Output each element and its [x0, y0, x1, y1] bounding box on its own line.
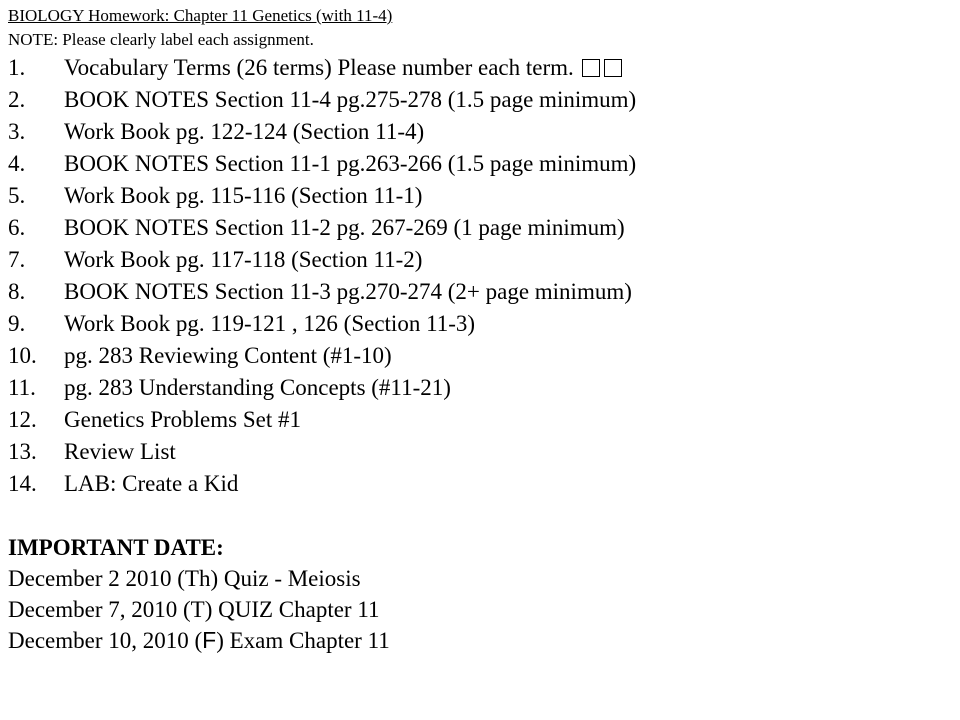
list-item — [8, 180, 948, 212]
homework-page — [8, 4, 948, 656]
important-heading: IMPORTANT DATE: — [8, 535, 224, 560]
checkbox-group — [578, 52, 622, 84]
list-item — [8, 212, 948, 244]
item-number: 10. — [8, 343, 37, 368]
item-number: 12. — [8, 407, 37, 432]
spacer — [8, 500, 948, 532]
list-item — [8, 244, 948, 276]
item-text: Work Book pg. 119-121 , 126 (Section 11-3) — [64, 311, 476, 336]
list-item — [8, 148, 948, 180]
list-item — [8, 340, 948, 372]
page-title: BIOLOGY Homework: Chapter 11 Genetics (with 11-4) — [8, 6, 393, 25]
list-item — [8, 436, 948, 468]
item-text: BOOK NOTES Section 11-2 pg. 267-269 (1 page minimum) — [64, 215, 625, 240]
item-text: LAB: Create a Kid — [64, 471, 239, 496]
date-line-exam — [8, 625, 948, 656]
item-text: BOOK NOTES Section 11-4 pg.275-278 (1.5 page minimum) — [64, 87, 637, 112]
item-number: 4. — [8, 151, 26, 176]
list-item — [8, 52, 948, 84]
list-item — [8, 116, 948, 148]
item-number: 7. — [8, 247, 26, 272]
item-number: 13. — [8, 439, 37, 464]
date-text-after: ) Exam Chapter 11 — [216, 628, 390, 653]
item-number: 3. — [8, 119, 26, 144]
list-item — [8, 468, 948, 500]
item-text: Vocabulary Terms (26 terms) Please number each term. — [64, 55, 574, 80]
date-line: December 7, 2010 (T) QUIZ Chapter 11 — [8, 597, 380, 622]
list-item — [8, 404, 948, 436]
item-text: Review List — [64, 439, 176, 464]
item-number: 1. — [8, 55, 26, 80]
note-line: NOTE: Please clearly label each assignment. — [8, 30, 314, 49]
item-number: 5. — [8, 183, 26, 208]
list-item — [8, 276, 948, 308]
item-text: Work Book pg. 117-118 (Section 11-2) — [64, 247, 423, 272]
item-number: 11. — [8, 375, 36, 400]
item-number: 9. — [8, 311, 26, 336]
item-text: BOOK NOTES Section 11-3 pg.270-274 (2+ page minimum) — [64, 279, 632, 304]
item-text: pg. 283 Understanding Concepts (#11-21) — [64, 375, 451, 400]
item-text: pg. 283 Reviewing Content (#1-10) — [64, 343, 392, 368]
list-item — [8, 308, 948, 340]
list-item — [8, 84, 948, 116]
date-text-before: December 10, 2010 ( — [8, 628, 203, 653]
item-text: BOOK NOTES Section 11-1 pg.263-266 (1.5 page minimum) — [64, 151, 637, 176]
item-text: Work Book pg. 122-124 (Section 11-4) — [64, 119, 425, 144]
item-number: 14. — [8, 471, 37, 496]
list-item — [8, 372, 948, 404]
item-text: Genetics Problems Set #1 — [64, 407, 301, 432]
item-number: 8. — [8, 279, 26, 304]
item-number: 6. — [8, 215, 26, 240]
checkbox-square-icon — [604, 59, 622, 77]
date-line: December 2 2010 (Th) Quiz - Meiosis — [8, 566, 361, 591]
checkbox-square-icon — [582, 59, 600, 77]
date-weekday-letter: F — [202, 627, 217, 653]
assignment-list — [8, 52, 948, 500]
item-text: Work Book pg. 115-116 (Section 11-1) — [64, 183, 423, 208]
item-number: 2. — [8, 87, 26, 112]
